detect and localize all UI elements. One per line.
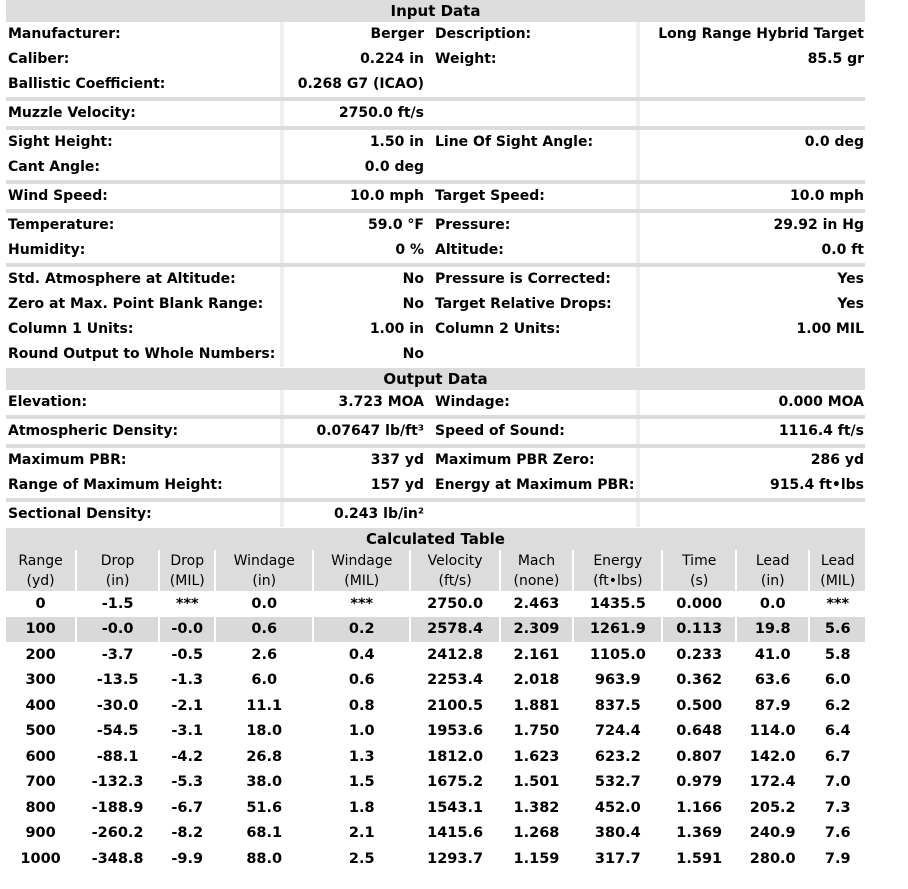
column-unit: (yd) (6, 571, 75, 591)
table-row (6, 642, 865, 668)
field-value: 0.224 in (360, 51, 424, 67)
input-row (6, 209, 865, 238)
table-cell: 0.0 (251, 595, 278, 612)
field-value: 3.723 MOA (338, 394, 424, 410)
field-value: 1116.4 ft/s (778, 423, 864, 439)
table-cell: *** (826, 595, 850, 612)
table-cell: 11.1 (246, 697, 283, 714)
table-cell: 2.018 (513, 672, 560, 689)
table-cell: -6.7 (171, 799, 204, 816)
table-cell: 1.8 (348, 799, 375, 816)
column-header: Drop (160, 550, 214, 571)
field-label: Weight: (430, 47, 640, 72)
output-row (6, 444, 865, 473)
table-cell: 1.501 (513, 774, 560, 791)
table-cell: 1.3 (348, 748, 375, 765)
table-cell: 240.9 (749, 825, 796, 842)
field-value (644, 72, 865, 97)
table-cell: 724.4 (594, 723, 641, 740)
field-label (430, 72, 640, 97)
table-cell: 1.881 (513, 697, 560, 714)
column-unit: (in) (737, 571, 809, 591)
table-row (6, 693, 865, 719)
field-label: Manufacturer: (6, 22, 284, 47)
field-label: Zero at Max. Point Blank Range: (6, 292, 284, 317)
table-cell: -1.5 (101, 595, 134, 612)
input-row (6, 126, 865, 155)
table-cell: *** (350, 595, 374, 612)
field-label: Pressure is Corrected: (430, 267, 640, 292)
column-unit: (MIL) (810, 571, 865, 591)
field-value: 915.4 ft•lbs (769, 477, 864, 493)
table-cell: 1.369 (676, 825, 723, 842)
field-label: Humidity: (6, 238, 284, 263)
column-unit: (s) (663, 571, 735, 591)
field-label: Energy at Maximum PBR: (430, 473, 640, 498)
table-cell: -30.0 (96, 697, 139, 714)
table-cell: 1.382 (513, 799, 560, 816)
table-cell: 1812.0 (427, 748, 484, 765)
field-label: Maximum PBR: (6, 448, 284, 473)
table-cell: 1.5 (348, 774, 375, 791)
field-label: Pressure: (430, 213, 640, 238)
table-cell: 2.1 (348, 825, 375, 842)
input-data-section (6, 22, 865, 367)
table-cell: 7.0 (824, 774, 851, 791)
field-value: 0.0 deg (364, 159, 424, 175)
table-cell: 0.2 (314, 617, 410, 643)
table-cell: 0.362 (676, 672, 723, 689)
field-label: Column 2 Units: (430, 317, 640, 342)
table-cell: 1.268 (513, 825, 560, 842)
field-label: Maximum PBR Zero: (430, 448, 640, 473)
field-value: 0.0 deg (804, 134, 864, 150)
field-label: Description: (430, 22, 640, 47)
field-value: 1.00 in (369, 321, 424, 337)
table-cell: -132.3 (91, 774, 144, 791)
table-cell: 6.2 (824, 697, 851, 714)
field-value: 0.0 ft (821, 242, 864, 258)
field-label: Caliber: (6, 47, 284, 72)
table-cell: 0.113 (663, 617, 735, 643)
table-cell: 800 (25, 799, 56, 816)
table-cell: 317.7 (594, 850, 641, 867)
table-cell: 2253.4 (427, 672, 484, 689)
ballistics-report (6, 0, 865, 872)
table-cell: 2.5 (348, 850, 375, 867)
table-cell: -2.1 (171, 697, 204, 714)
table-cell: -0.0 (160, 617, 214, 643)
table-row (6, 821, 865, 847)
field-value (644, 502, 865, 527)
field-label: Sight Height: (6, 130, 284, 155)
field-value: 59.0 °F (368, 217, 424, 233)
field-label: Target Speed: (430, 184, 640, 209)
table-cell: -348.8 (91, 850, 144, 867)
field-value: 85.5 gr (807, 51, 864, 67)
table-cell: 5.6 (810, 617, 865, 643)
column-header: Mach (501, 550, 573, 571)
field-value: No (402, 271, 424, 287)
field-label (430, 502, 640, 527)
input-row (6, 155, 865, 180)
table-cell: 7.6 (824, 825, 851, 842)
table-cell: 63.6 (754, 672, 791, 689)
table-cell: 452.0 (594, 799, 641, 816)
field-label: Atmospheric Density: (6, 419, 284, 444)
table-cell: 1953.6 (427, 723, 484, 740)
table-cell: 2100.5 (427, 697, 484, 714)
table-cell: 100 (6, 617, 75, 643)
table-row (6, 795, 865, 821)
table-cell: 700 (25, 774, 56, 791)
field-label (430, 342, 640, 367)
table-cell: 0.979 (676, 774, 723, 791)
table-cell: 1.159 (513, 850, 560, 867)
output-row (6, 415, 865, 444)
table-cell: 26.8 (246, 748, 283, 765)
field-label: Speed of Sound: (430, 419, 640, 444)
column-header: Lead (737, 550, 809, 571)
table-cell: 38.0 (246, 774, 283, 791)
table-cell: 2.463 (513, 595, 560, 612)
field-label: Wind Speed: (6, 184, 284, 209)
table-cell: 500 (25, 723, 56, 740)
output-row (6, 473, 865, 498)
table-cell: 1293.7 (427, 850, 484, 867)
table-cell: 0.6 (216, 617, 312, 643)
column-unit: (in) (216, 571, 312, 591)
field-value: 0 % (395, 242, 424, 258)
field-value: Yes (837, 296, 864, 312)
field-value: 1.50 in (369, 134, 424, 150)
table-cell: 600 (25, 748, 56, 765)
table-cell: -9.9 (171, 850, 204, 867)
table-cell: 205.2 (749, 799, 796, 816)
table-cell: 0.8 (348, 697, 375, 714)
table-cell: 7.3 (824, 799, 851, 816)
column-header: Time (663, 550, 735, 571)
table-cell: 280.0 (749, 850, 796, 867)
table-cell: 1.623 (513, 748, 560, 765)
table-cell: 963.9 (594, 672, 641, 689)
field-value: 2750.0 ft/s (338, 105, 424, 121)
field-value: No (402, 296, 424, 312)
table-cell: 837.5 (594, 697, 641, 714)
table-cell: -88.1 (96, 748, 139, 765)
column-header: Energy (574, 550, 661, 571)
table-row (6, 668, 865, 694)
field-value: 0.268 G7 (ICAO) (297, 76, 424, 92)
column-header: Range (6, 550, 75, 571)
table-cell: -260.2 (91, 825, 144, 842)
field-label: Line Of Sight Angle: (430, 130, 640, 155)
table-cell: 400 (25, 697, 56, 714)
table-cell: -4.2 (171, 748, 204, 765)
table-cell: 19.8 (737, 617, 809, 643)
table-header-row (6, 550, 865, 571)
table-cell: 2578.4 (411, 617, 498, 643)
field-value: 10.0 mph (350, 188, 424, 204)
calculated-table-title: Calculated Table (6, 528, 865, 550)
table-cell: -54.5 (96, 723, 139, 740)
column-unit: (MIL) (314, 571, 410, 591)
field-value (644, 101, 865, 126)
table-cell: 1.750 (513, 723, 560, 740)
table-cell: 114.0 (749, 723, 796, 740)
table-cell: -0.0 (77, 617, 158, 643)
input-row (6, 292, 865, 317)
field-value: No (402, 346, 424, 362)
table-cell: 0.807 (676, 748, 723, 765)
table-cell: -13.5 (96, 672, 139, 689)
field-value: Long Range Hybrid Target (658, 26, 864, 42)
field-label (430, 101, 640, 126)
table-cell: 6.7 (824, 748, 851, 765)
table-cell: 87.9 (754, 697, 791, 714)
table-cell: 6.0 (251, 672, 278, 689)
output-data-title: Output Data (6, 368, 865, 390)
field-label: Target Relative Drops: (430, 292, 640, 317)
table-cell: 1.0 (348, 723, 375, 740)
field-label: Ballistic Coefficient: (6, 72, 284, 97)
field-value: Yes (837, 271, 864, 287)
table-cell: 1.591 (676, 850, 723, 867)
table-row (6, 591, 865, 617)
table-body (6, 591, 865, 872)
column-header: Lead (810, 550, 865, 571)
column-header: Windage (314, 550, 410, 571)
table-cell: 18.0 (246, 723, 283, 740)
table-cell: -1.3 (171, 672, 204, 689)
column-unit: (in) (77, 571, 158, 591)
table-cell: 900 (25, 825, 56, 842)
table-cell: 142.0 (749, 748, 796, 765)
table-cell: 0.0 (759, 595, 786, 612)
field-label (430, 155, 640, 180)
input-row (6, 72, 865, 97)
table-cell: 0 (35, 595, 46, 612)
input-row (6, 97, 865, 126)
table-cell: 1261.9 (574, 617, 661, 643)
table-cell: 2412.8 (427, 646, 484, 663)
field-label: Range of Maximum Height: (6, 473, 284, 498)
column-unit: (MIL) (160, 571, 214, 591)
table-cell: 0.4 (348, 646, 375, 663)
table-cell: 0.6 (348, 672, 375, 689)
table-cell: 2.309 (501, 617, 573, 643)
field-value: 0.07647 lb/ft³ (316, 423, 424, 439)
table-cell: 2750.0 (427, 595, 484, 612)
field-label: Altitude: (430, 238, 640, 263)
field-label: Sectional Density: (6, 502, 284, 527)
output-row (6, 390, 865, 415)
table-cell: -5.3 (171, 774, 204, 791)
field-value: 157 yd (370, 477, 424, 493)
column-header: Velocity (411, 550, 498, 571)
field-label: Muzzle Velocity: (6, 101, 284, 126)
table-cell: 0.500 (676, 697, 723, 714)
input-row (6, 263, 865, 292)
table-cell: 68.1 (246, 825, 283, 842)
table-cell: 532.7 (594, 774, 641, 791)
field-label: Cant Angle: (6, 155, 284, 180)
field-value: 0.000 MOA (778, 394, 864, 410)
table-cell: 623.2 (594, 748, 641, 765)
table-cell: 1435.5 (589, 595, 646, 612)
table-cell: 1105.0 (589, 646, 646, 663)
field-value: 1.00 MIL (796, 321, 864, 337)
table-cell: 2.6 (251, 646, 278, 663)
table-cell: 300 (25, 672, 56, 689)
input-row (6, 180, 865, 209)
input-row (6, 238, 865, 263)
output-row (6, 498, 865, 527)
field-value: 10.0 mph (790, 188, 864, 204)
field-label: Elevation: (6, 390, 284, 415)
column-unit: (none) (501, 571, 573, 591)
table-cell: -3.7 (101, 646, 134, 663)
table-cell: 172.4 (749, 774, 796, 791)
table-cell: 0.648 (676, 723, 723, 740)
table-cell: 380.4 (594, 825, 641, 842)
table-cell: 0.000 (676, 595, 723, 612)
field-label: Std. Atmosphere at Altitude: (6, 267, 284, 292)
calculated-table (4, 550, 867, 872)
field-value: 286 yd (810, 452, 864, 468)
input-row (6, 47, 865, 72)
table-cell: 1415.6 (427, 825, 484, 842)
column-unit: (ft/s) (411, 571, 498, 591)
table-row (6, 617, 865, 643)
table-cell: *** (175, 595, 199, 612)
table-cell: 51.6 (246, 799, 283, 816)
field-value (644, 155, 865, 180)
field-value: 0.243 lb/in² (334, 506, 424, 522)
field-value: 337 yd (370, 452, 424, 468)
field-label: Column 1 Units: (6, 317, 284, 342)
table-cell: -8.2 (171, 825, 204, 842)
table-cell: 1000 (20, 850, 61, 867)
input-row (6, 317, 865, 342)
table-row (6, 770, 865, 796)
field-label: Temperature: (6, 213, 284, 238)
table-cell: 6.4 (824, 723, 851, 740)
table-cell: 2.161 (513, 646, 560, 663)
table-cell: 1543.1 (427, 799, 484, 816)
input-row (6, 22, 865, 47)
table-cell: 88.0 (246, 850, 283, 867)
field-value: 29.92 in Hg (773, 217, 864, 233)
table-cell: -3.1 (171, 723, 204, 740)
table-row (6, 744, 865, 770)
table-row (6, 719, 865, 745)
field-label: Round Output to Whole Numbers: (6, 342, 284, 367)
table-cell: 6.0 (824, 672, 851, 689)
table-cell: -188.9 (91, 799, 144, 816)
column-header: Windage (216, 550, 312, 571)
table-cell: 41.0 (754, 646, 791, 663)
table-row (6, 846, 865, 872)
table-cell: 5.8 (824, 646, 851, 663)
field-value: Berger (370, 26, 424, 42)
table-cell: 7.9 (824, 850, 851, 867)
table-units-row (6, 571, 865, 591)
table-cell: -0.5 (171, 646, 204, 663)
table-cell: 1675.2 (427, 774, 484, 791)
field-value (644, 342, 865, 367)
field-label: Windage: (430, 390, 640, 415)
column-unit: (ft•lbs) (574, 571, 661, 591)
input-row (6, 342, 865, 367)
table-cell: 1.166 (676, 799, 723, 816)
column-header: Drop (77, 550, 158, 571)
table-cell: 200 (25, 646, 56, 663)
table-cell: 0.233 (676, 646, 723, 663)
output-data-section (6, 390, 865, 527)
input-data-title: Input Data (6, 0, 865, 22)
